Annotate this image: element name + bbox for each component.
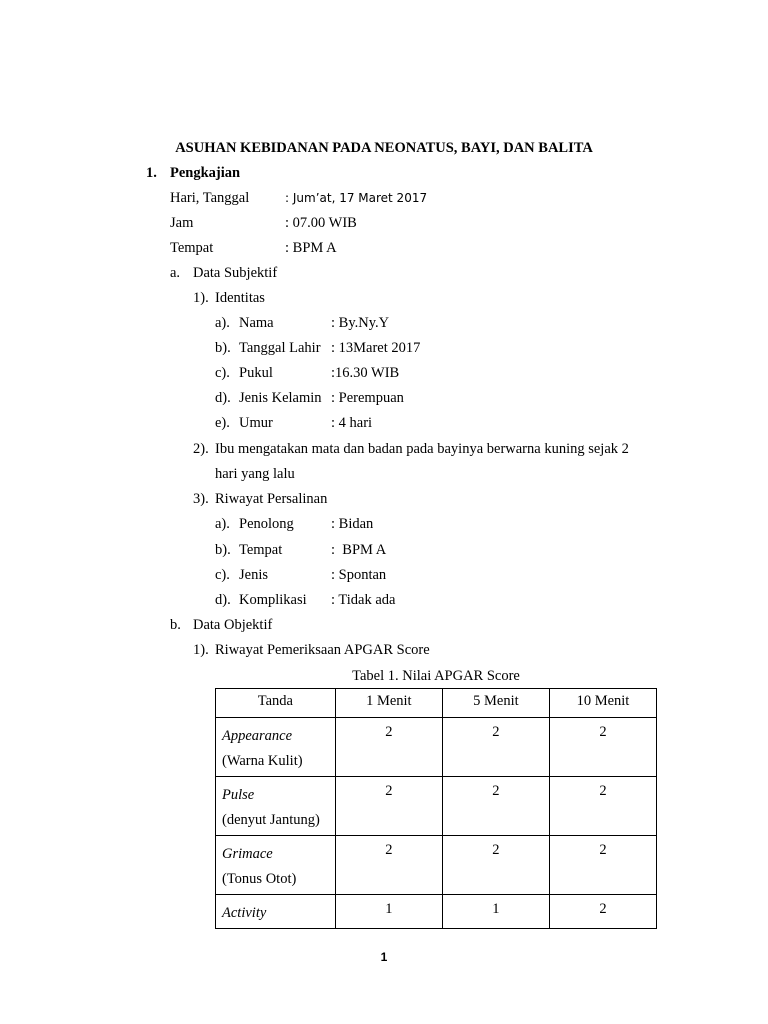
item-label: Jenis — [239, 567, 268, 583]
item-value: : Spontan — [331, 567, 387, 583]
complaint-line-2: hari yang lalu — [215, 466, 295, 482]
list-heading: Identitas — [215, 290, 265, 306]
item-marker: b). — [215, 340, 231, 356]
apgar-table — [215, 688, 657, 929]
table-caption: Tabel 1. Nilai APGAR Score — [352, 668, 520, 684]
info-label-date: Hari, Tanggal — [170, 190, 250, 206]
sign-description: (Warna Kulit) — [222, 753, 303, 769]
table-row — [216, 836, 657, 895]
table-row — [216, 718, 657, 777]
item-value: : Perempuan — [331, 390, 404, 406]
table-header: 10 Menit — [549, 689, 656, 718]
score-cell: 2 — [549, 718, 656, 777]
table-header-row — [216, 689, 657, 718]
section-number: 1. — [146, 165, 157, 181]
item-label: Tanggal Lahir — [239, 340, 321, 356]
info-value-place: : BPM A — [285, 240, 337, 256]
item-value: : Bidan — [331, 516, 374, 532]
row-label — [216, 895, 336, 929]
table-row — [216, 777, 657, 836]
item-marker: e). — [215, 415, 230, 431]
table-header: Tanda — [216, 689, 336, 718]
section-heading: Pengkajian — [170, 165, 241, 181]
list-marker: 1). — [193, 290, 209, 306]
item-marker: b). — [215, 542, 231, 558]
item-marker: d). — [215, 390, 231, 406]
list-marker: 1). — [193, 642, 209, 658]
row-label — [216, 718, 336, 777]
list-marker: 2). — [193, 441, 209, 457]
subsection-heading: Data Subjektif — [193, 265, 278, 281]
item-label: Jenis Kelamin — [239, 390, 322, 406]
table-header: 5 Menit — [442, 689, 549, 718]
table-row — [216, 895, 657, 929]
sign-description: (Tonus Otot) — [222, 871, 297, 887]
score-cell: 2 — [549, 836, 656, 895]
score-cell: 2 — [335, 836, 442, 895]
sign-name: Activity — [222, 905, 267, 921]
item-marker: d). — [215, 592, 231, 608]
sign-name: Pulse — [222, 787, 255, 803]
item-value: : 13Maret 2017 — [331, 340, 421, 356]
score-cell: 2 — [335, 718, 442, 777]
subsection-heading: Data Objektif — [193, 617, 273, 633]
item-label: Penolong — [239, 516, 294, 532]
row-label — [216, 777, 336, 836]
subsection-marker: b. — [170, 617, 181, 633]
complaint-line-1: Ibu mengatakan mata dan badan pada bayinya berwarna kuning sejak 2 — [215, 441, 629, 457]
score-cell: 2 — [549, 895, 656, 929]
score-cell: 1 — [442, 895, 549, 929]
item-marker: c). — [215, 567, 230, 583]
list-heading: Riwayat Persalinan — [215, 491, 328, 507]
score-cell: 1 — [335, 895, 442, 929]
score-cell: 2 — [442, 777, 549, 836]
info-value-date: : Jum’at, 17 Maret 2017 — [285, 191, 428, 205]
item-label: Tempat — [239, 542, 283, 558]
item-value: : 4 hari — [331, 415, 373, 431]
item-marker: a). — [215, 315, 230, 331]
item-value: : BPM A — [331, 542, 387, 558]
score-cell: 2 — [442, 718, 549, 777]
info-label-place: Tempat — [170, 240, 214, 256]
sign-name: Grimace — [222, 846, 273, 862]
list-heading: Riwayat Pemeriksaan APGAR Score — [215, 642, 430, 658]
item-label: Umur — [239, 415, 273, 431]
row-label — [216, 836, 336, 895]
score-cell: 2 — [335, 777, 442, 836]
item-value: : By.Ny.Y — [331, 315, 390, 331]
item-value: : Tidak ada — [331, 592, 396, 608]
item-label: Pukul — [239, 365, 273, 381]
list-marker: 3). — [193, 491, 209, 507]
info-label-time: Jam — [170, 215, 194, 231]
sign-name: Appearance — [222, 728, 293, 744]
item-value: :16.30 WIB — [331, 365, 400, 381]
score-cell: 2 — [549, 777, 656, 836]
item-marker: c). — [215, 365, 230, 381]
sign-description: (denyut Jantung) — [222, 812, 320, 828]
info-value-time: : 07.00 WIB — [285, 215, 357, 231]
item-label: Nama — [239, 315, 274, 331]
item-label: Komplikasi — [239, 592, 307, 608]
subsection-marker: a. — [170, 265, 181, 281]
table-header: 1 Menit — [335, 689, 442, 718]
page-number: 1 — [380, 950, 388, 964]
item-marker: a). — [215, 516, 230, 532]
document-title: ASUHAN KEBIDANAN PADA NEONATUS, BAYI, DAN BALITA — [175, 140, 593, 156]
score-cell: 2 — [442, 836, 549, 895]
